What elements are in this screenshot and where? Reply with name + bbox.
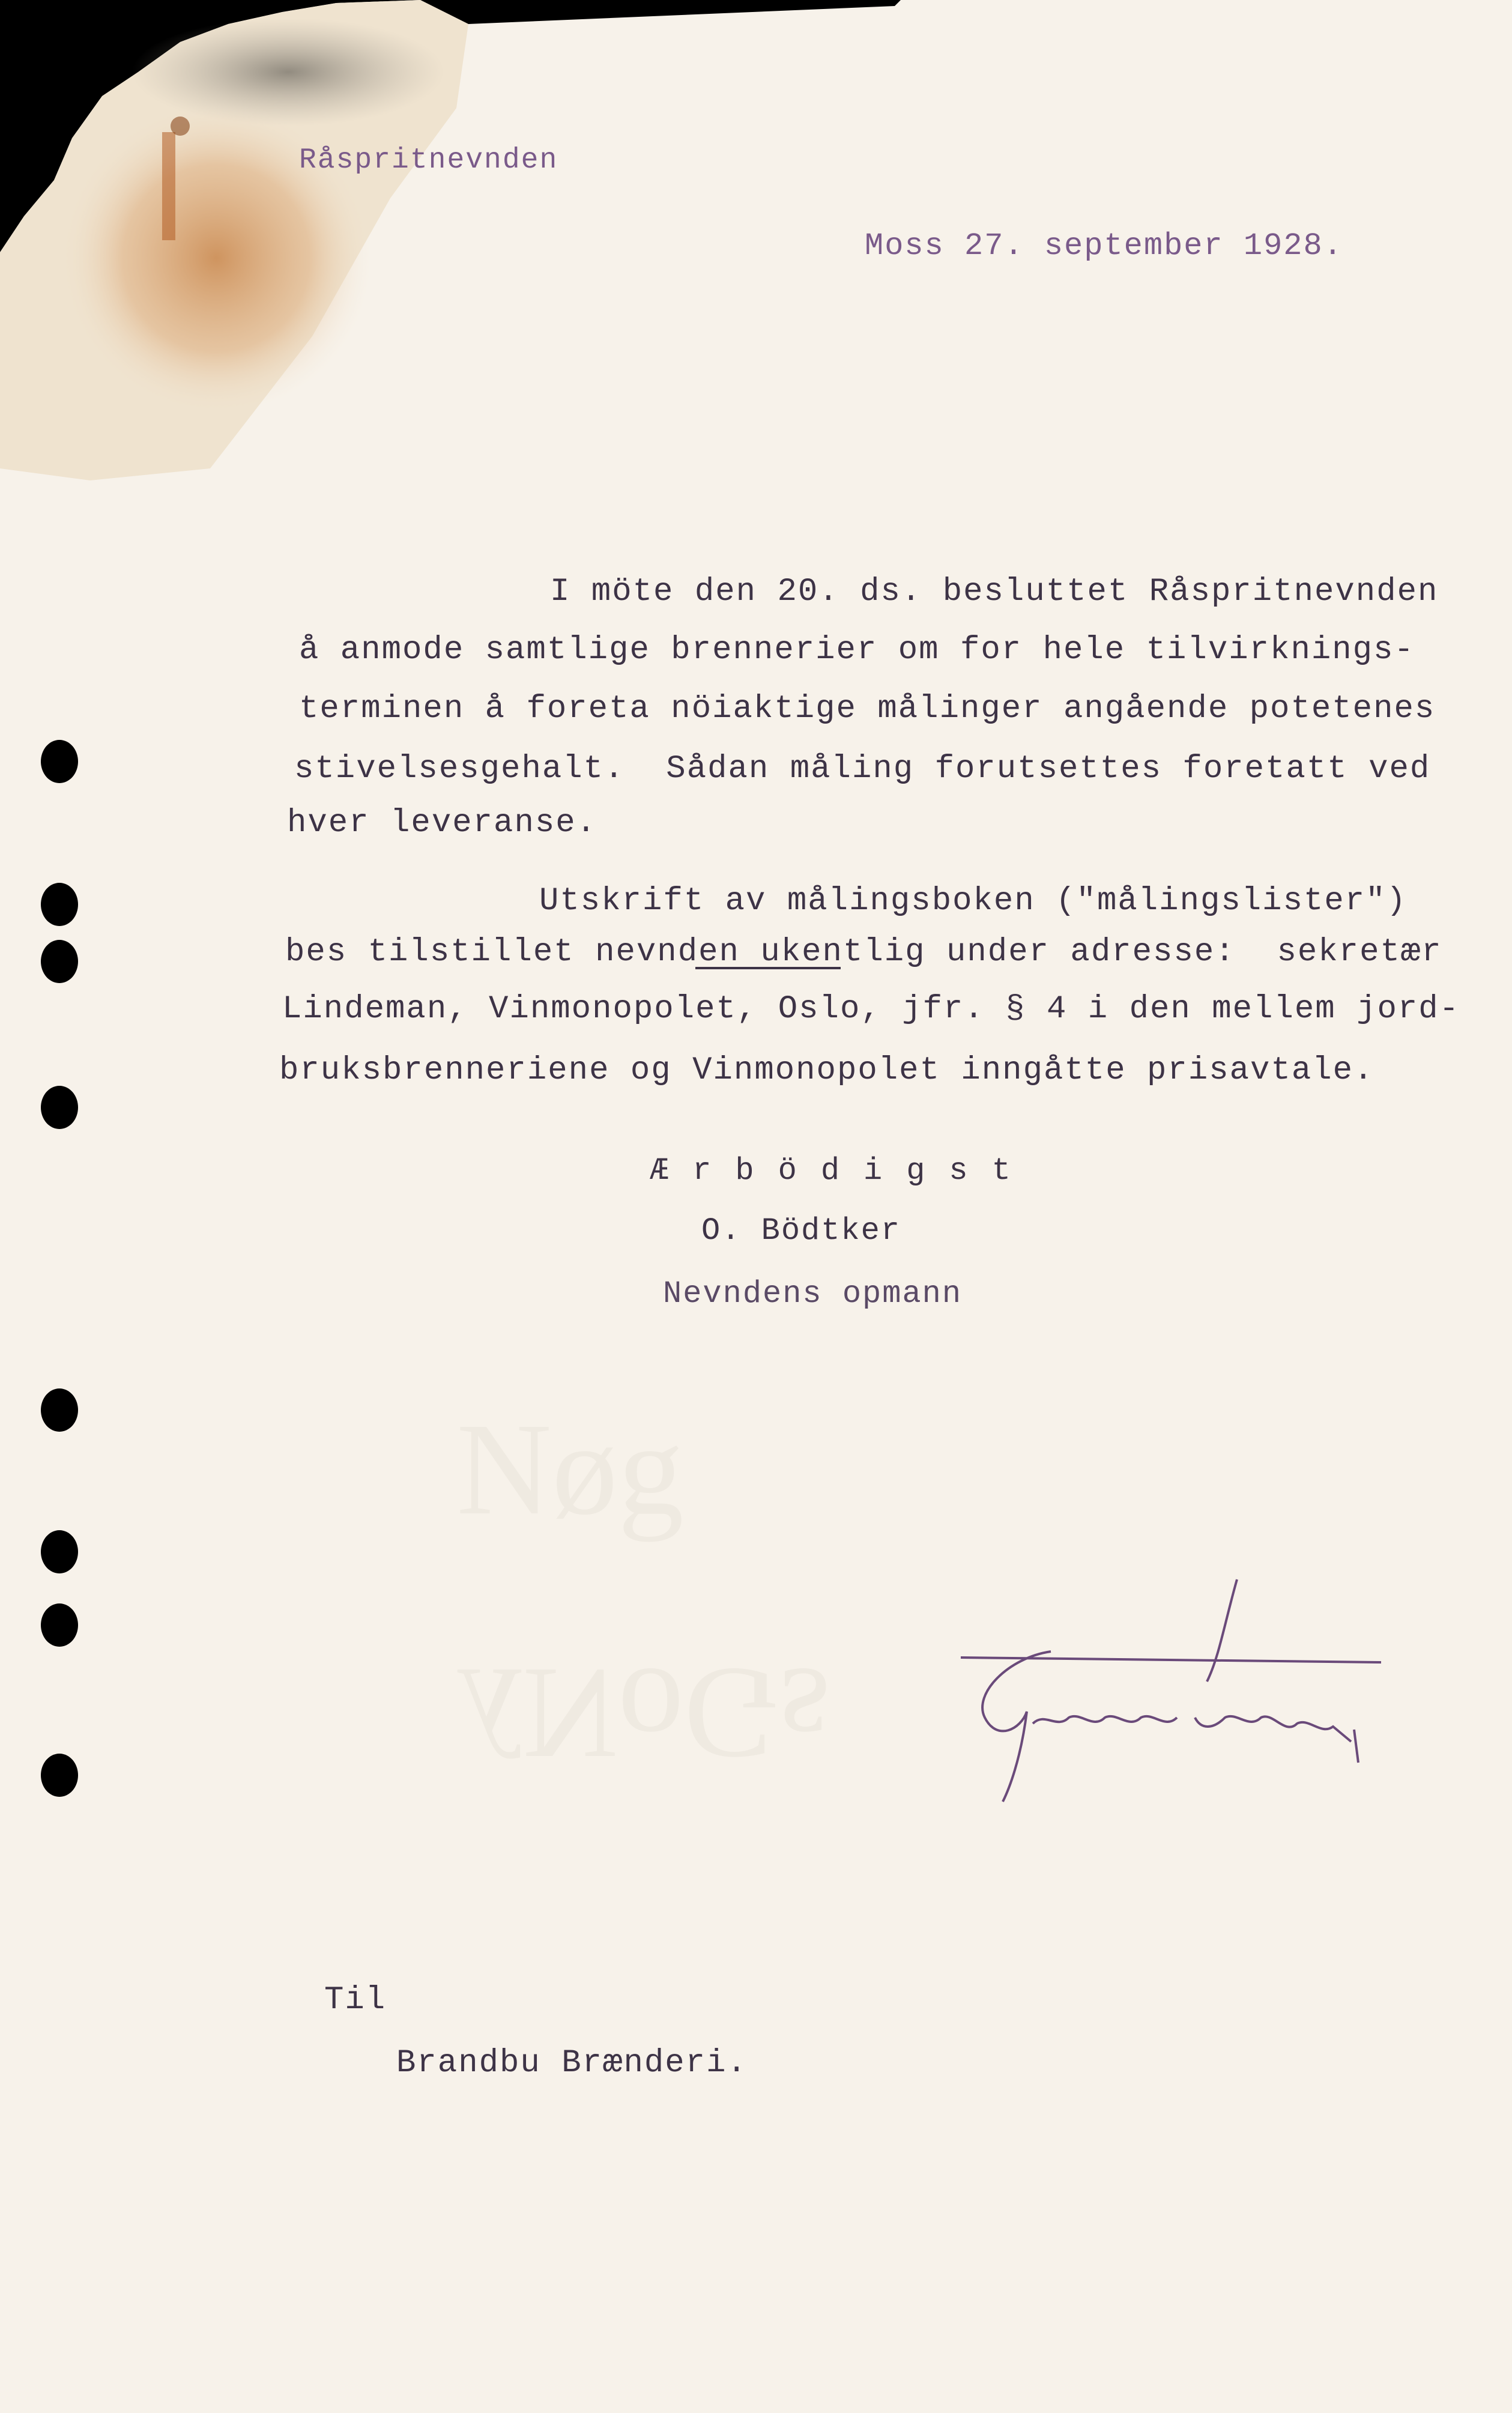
bleed-through-mark: Nøg: [456, 1396, 684, 1542]
punch-hole: [41, 1530, 78, 1573]
underlined-word: ukentlig: [760, 934, 926, 970]
recipient: Brandbu Brænderi.: [396, 2045, 748, 2081]
punch-hole: [41, 1603, 78, 1647]
paragraph-1-line-3: terminen å foreta nöiaktige målinger angående potetenes: [299, 691, 1436, 727]
paragraph-2-line-2-start: bes tilstillet nevnden: [285, 934, 761, 970]
paragraph-1-line-1: I möte den 20. ds. besluttet Råspritnevnden: [550, 574, 1439, 610]
signer-name: O. Bödtker: [701, 1213, 901, 1249]
closing: Ærbödigst: [650, 1153, 1035, 1188]
paragraph-2-line-4: bruksbrenneriene og Vinmonopolet inngåtte prisavtale.: [279, 1052, 1374, 1089]
paragraph-2-line-3: Lindeman, Vinmonopolet, Oslo, jfr. § 4 i den mellem jord-: [282, 991, 1460, 1028]
punch-hole: [41, 940, 78, 983]
sender: Råspritnevnden: [299, 144, 558, 177]
svg-text:ʎNoGs: ʎNoGs: [456, 1641, 831, 1787]
paragraph-2-line-2-end: under adresse: sekretær: [925, 934, 1442, 970]
paragraph-1-line-4: stivelsesgehalt. Sådan måling forutsettes foretatt ved: [294, 751, 1431, 787]
paragraph-1-line-5: hver leveranse.: [287, 805, 597, 841]
punch-hole: [41, 740, 78, 783]
punch-hole: [41, 1086, 78, 1129]
paragraph-2-line-1: Utskrift av målingsboken ("målingslister"): [539, 883, 1408, 919]
paragraph-2-line-2: [285, 934, 1442, 970]
punch-hole: [41, 1754, 78, 1797]
signer-title: Nevndens opmann: [663, 1276, 963, 1312]
place-date: Moss 27. september 1928.: [865, 228, 1343, 264]
to-label: Til: [324, 1982, 387, 2018]
punch-hole: [41, 1388, 78, 1432]
punch-hole: [41, 883, 78, 926]
paragraph-1-line-2: å anmode samtlige brennerier om for hele tilvirknings-: [299, 632, 1415, 668]
